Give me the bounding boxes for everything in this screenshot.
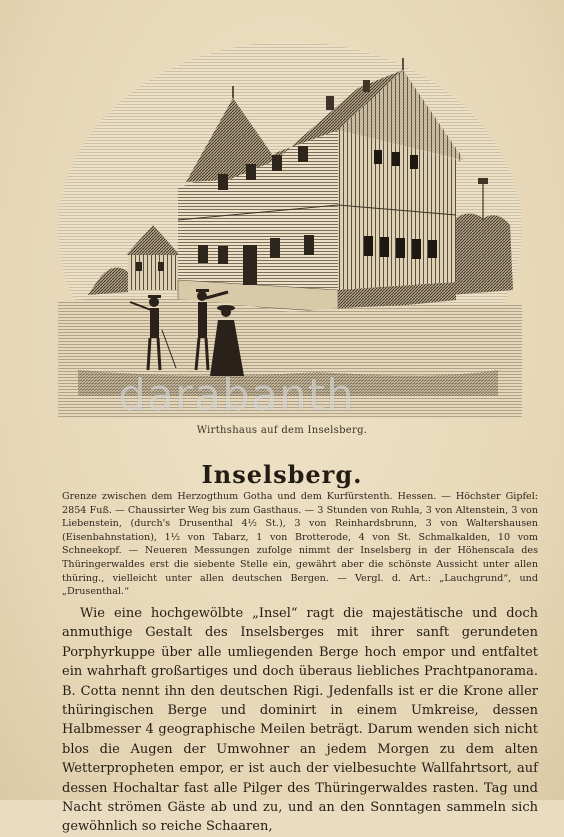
watermark-text: darabanth [118, 370, 355, 421]
article-body [62, 604, 538, 837]
engraving-illustration [58, 40, 522, 418]
body-paragraph: Wie eine hochgewölbte „Insel“ ragt die majestätische und doch anmuthige Gestalt des Inselsberges mit ihrer sanft gerundeten Porphyrkuppe über alle umliegenden Berge hoch empor und entfaltet ein wahrhaft großartiges und doch überaus liebliches Prachtpanorama. B. Cotta nennt ihn den deutschen Rigi. Jedenfalls ist er die Krone aller thüringischen Berge und dominirt in einem Umkreise, dessen Halbmesser 4 geographische Meilen beträgt. Darum wenden sich nicht blos die Augen der Umwohner an jedem Morgen zu dem alten Wetterpropheten empor, er ist auch der vielbesuchte Wallfahrtsort, auf dessen Hochaltar fast alle Pilger des Thüringerwaldes rasten. Tag und Nacht strömen Gäste ab und zu, und an den Sonntagen sammeln sich gewöhnlich so reiche Schaaren, [62, 606, 538, 835]
abstract-text: Grenze zwischen dem Herzogthum Gotha und dem Kurfürstenth. Hessen. — Höchster Gipfel: 2854 Fuß. — Chaussirter Weg bis zum Gasthaus. — 3 Stunden von Ruhla, 3 von Altenstein, 3 von Liebenstein, (durch's Drusenthal 4½ St.), 3 von Reinhardsbrunn, 3 von Waltershausen (Eisenbahnstation), 1½ von Tabarz, 1 von Brotterode, 4 von St. Schmalkalden, 10 vom Schneekopf. — Neueren Messungen zufolge nimmt der Inselsberg in der Höhenscala des Thüringerwaldes erst die siebente Stelle ein, gewährt aber die schönste Aussicht unter allen thüring., vielleicht unter allen deutschen Bergen. — Vergl. d. Art.: „Lauchgrund“, und „Drusenthal.“ [62, 491, 538, 598]
article-title: Inselsberg. [201, 460, 363, 489]
figure-caption: Wirthshaus auf dem Inselsberg. [196, 425, 368, 436]
article-abstract [62, 490, 538, 599]
